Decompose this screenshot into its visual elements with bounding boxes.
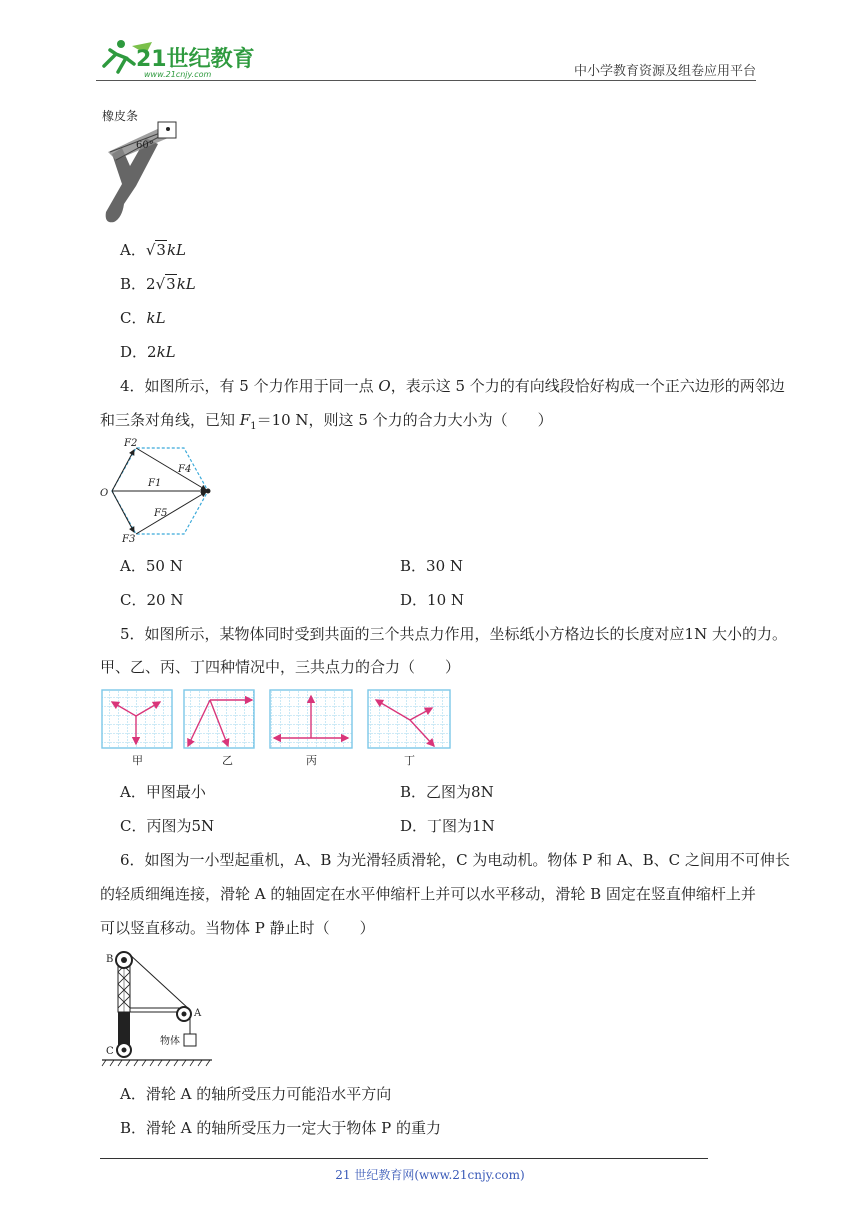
q6-option-a[interactable]: A．滑轮 A 的轴所受压力可能沿水平方向 bbox=[120, 1085, 392, 1103]
q4-stem-line1: 4．如图所示，有 5 个力作用于同一点 O，表示这 5 个力的有向线段恰好构成一个正六边形的两邻边 bbox=[120, 377, 785, 395]
footer-text: 21 世纪教育网(www.21cnjy.com) bbox=[335, 1168, 525, 1182]
force-grids-figure bbox=[100, 688, 456, 770]
logo-text: 21世纪教育 bbox=[136, 47, 255, 72]
q3-option-d[interactable]: D．2kL bbox=[120, 343, 176, 361]
q3-option-b[interactable]: B．2√3kL bbox=[120, 275, 196, 293]
q4-option-d[interactable]: D．10 N bbox=[400, 591, 465, 609]
label-f5: F5 bbox=[154, 508, 168, 519]
rubber-band-label: 橡皮条 bbox=[102, 109, 139, 123]
label-object: 物体 bbox=[160, 1036, 180, 1047]
q6-stem-line3: 可以竖直移动。当物体 P 静止时（ ） bbox=[100, 919, 375, 937]
angle-label: 60° bbox=[136, 140, 154, 151]
header-divider bbox=[96, 80, 756, 81]
site-logo bbox=[96, 36, 266, 80]
label-f4: F4 bbox=[178, 464, 192, 475]
label-f2: F2 bbox=[124, 438, 138, 449]
site-label: 中小学教育资源及组卷应用平台 bbox=[573, 64, 756, 79]
q4-stem-line2: 和三条对角线，已知 $F_1=10$ N，则这 5 个力的合力大小为（ ） bbox=[100, 411, 553, 432]
crane-figure bbox=[100, 944, 220, 1068]
logo-url: www.21cnjy.com bbox=[144, 70, 212, 79]
q5-stem-line1: 5．如图所示，某物体同时受到共面的三个共点力作用，坐标纸小方格边长的长度对应1N 大小的力。 bbox=[120, 625, 787, 643]
footer-divider bbox=[100, 1158, 708, 1159]
caption-jia: 甲 bbox=[132, 754, 143, 767]
label-f3: F3 bbox=[122, 534, 136, 544]
q6-stem-line1: 6．如图为一小型起重机，A、B 为光滑轻质滑轮，C 为电动机。物体 P 和 A、B、C 之间用不可伸长 bbox=[120, 851, 790, 869]
label-c: C bbox=[106, 1046, 114, 1057]
caption-bing: 丙 bbox=[306, 754, 317, 767]
q5-option-d[interactable]: D．丁图为1N bbox=[400, 817, 495, 835]
q5-option-a[interactable]: A．甲图最小 bbox=[120, 783, 206, 801]
caption-ding: 丁 bbox=[404, 754, 415, 767]
q4-option-b[interactable]: B．30 N bbox=[400, 557, 464, 575]
slingshot-figure bbox=[96, 104, 186, 228]
label-f1: F1 bbox=[148, 478, 162, 489]
hexagon-force-figure bbox=[96, 434, 226, 544]
q5-option-b[interactable]: B．乙图为8N bbox=[400, 783, 494, 801]
q3-option-a[interactable]: A．√3kL bbox=[120, 241, 187, 259]
q6-stem-line2: 的轻质细绳连接，滑轮 A 的轴固定在水平伸缩杆上并可以水平移动，滑轮 B 固定在竖直伸缩杆上并 bbox=[100, 885, 756, 903]
caption-yi: 乙 bbox=[222, 754, 233, 767]
q6-option-b[interactable]: B．滑轮 A 的轴所受压力一定大于物体 P 的重力 bbox=[120, 1119, 442, 1137]
label-o: O bbox=[100, 488, 109, 499]
q4-option-a[interactable]: A．50 N bbox=[120, 557, 183, 575]
q5-option-c[interactable]: C．丙图为5N bbox=[120, 817, 215, 835]
label-b: B bbox=[106, 954, 114, 965]
q4-option-c[interactable]: C．20 N bbox=[120, 591, 184, 609]
q5-stem-line2: 甲、乙、丙、丁四种情况中，三共点力的合力（ ） bbox=[100, 658, 461, 676]
label-a: A bbox=[194, 1008, 202, 1019]
q3-option-c[interactable]: C．kL bbox=[120, 309, 166, 327]
